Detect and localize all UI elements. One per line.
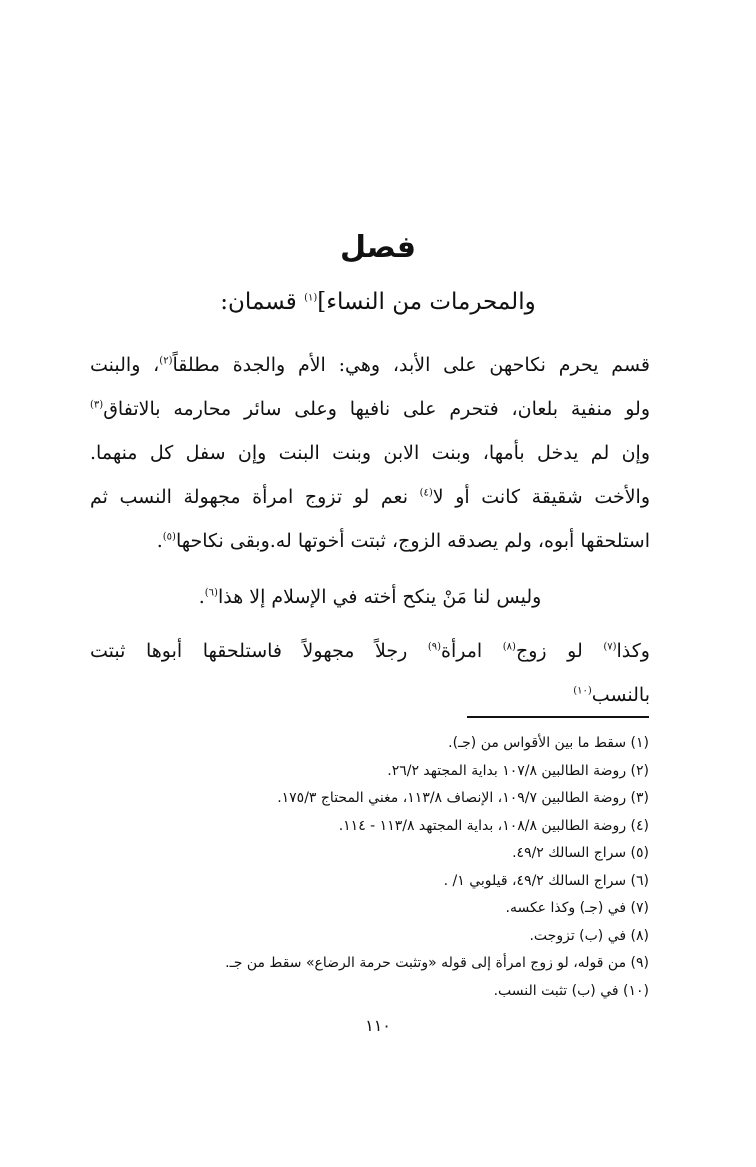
footnote-8: (٨) في (ب) تزوجت.	[529, 927, 649, 944]
footnote-ref-9: (٩)	[427, 641, 441, 653]
footnote-10: (١٠) في (ب) تثبت النسب.	[493, 982, 649, 999]
footnote-ref-1: (١)	[304, 292, 318, 304]
body-line-3: وإن لم يدخل بأمها، وبنت الابن وبنت البنت وإن سفل كل منهما.	[90, 442, 650, 464]
body-line-5: استلحقها أبوه، ولم يصدقه الزوج، ثبتت أخوتها له.وبقى نكاحها$^{(٥)}$.	[156, 530, 650, 552]
body-line-7: وكذا$^{(٧)}$ لو زوج$^{(٨)}$ امرأة$^{(٩)}$ رجلاً مجهولاً فاستلحقها أبوها ثبتت	[90, 640, 650, 662]
footnote-2: (٢) روضة الطالبين ١٠٧/٨ بداية المجتهد ٢٦/٢.	[387, 762, 649, 779]
footnote-ref-6: (٦)	[204, 587, 218, 599]
footnote-ref-4: (٤)	[419, 487, 433, 499]
footnote-ref-5: (٥)	[162, 531, 176, 543]
body-line-1: قسم يحرم نكاحهن على الأبد، وهي: الأم والجدة مطلقاً$^{(٢)}$، والبنت	[90, 354, 650, 376]
footnote-ref-10: (١٠)	[573, 685, 592, 697]
footnote-1: (١) سقط ما بين الأقواس من (جـ).	[448, 735, 649, 751]
footnote-ref-7: (٧)	[603, 641, 617, 653]
footnote-3: (٣) روضة الطالبين ١٠٩/٧، الإنصاف ١١٣/٨، مغني المحتاج ١٧٥/٣.	[277, 790, 649, 806]
subheading-after: قسمان:	[220, 289, 305, 315]
body-text	[90, 343, 650, 717]
body-line-8: بالنسب$^{(١٠)}$	[573, 684, 650, 706]
footnote-ref-2: (٢)	[159, 355, 173, 367]
footnote-ref-8: (٨)	[502, 641, 516, 653]
footnote-7: (٧) في (جـ) وكذا عكسه.	[505, 900, 649, 916]
body-line-4: والأخت شقيقة كانت أو لا$^{(٤)}$ نعم لو تزوج امرأة مجهولة النسب ثم	[90, 486, 651, 508]
page-number: ١١٠	[365, 1016, 391, 1035]
footnote-4: (٤) روضة الطالبين ١٠٨/٨، بداية المجتهد ١١٣/٨ - ١١٤.	[338, 817, 649, 834]
section-heading: فصل	[340, 230, 416, 265]
footnote-9: (٩) من قوله، لو زوج امرأة إلى قوله «وتثبت حرمة الرضاع» سقط من جـ.	[225, 955, 649, 971]
footnote-6: (٦) سراج السالك ٤٩/٢، قيلوبي ١/ .	[443, 872, 649, 889]
footnote-ref-3: (٣)	[90, 399, 104, 411]
footnotes	[89, 730, 649, 1005]
subheading-text: والمحرمات من النساء]	[317, 289, 536, 315]
body-line-2: ولو منفية بلعان، فتحرم على نافيها وعلى سائر محارمه بالاتفاق$^{(٣)}$	[90, 398, 650, 420]
footnote-5: (٥) سراج السالك ٤٩/٢.	[512, 845, 649, 861]
footnote-separator	[467, 716, 649, 718]
body-line-6: وليس لنا مَنْ ينكح أخته في الإسلام إلا هذا$^{(٦)}$.	[198, 586, 542, 608]
section-subheading	[0, 282, 756, 322]
